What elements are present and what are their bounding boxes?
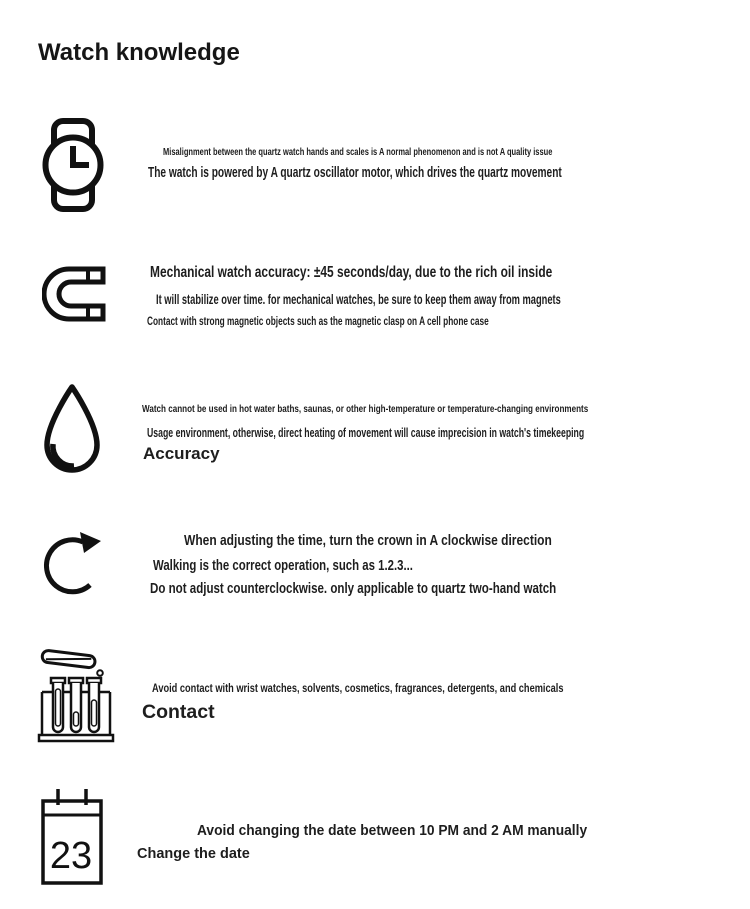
section-heading: Accuracy [143, 444, 220, 463]
text-line: Change the date [137, 846, 250, 862]
calendar-icon [40, 788, 104, 885]
text-line: Avoid changing the date between 10 PM and 2 AM manually [197, 823, 588, 839]
clockwise-arrow-icon [42, 528, 104, 601]
text-line: The watch is powered by A quartz oscillator motor, which drives the quartz movement [148, 165, 562, 181]
note-line: Contact with strong magnetic objects such as the magnetic clasp on A cell phone case [147, 316, 489, 328]
text-line: Walking is the correct operation, such as 1.2.3... [153, 557, 413, 574]
test-tubes-icon [36, 648, 116, 745]
note-line: Misalignment between the quartz watch hands and scales is A normal phenomenon and is not A quality issue [163, 147, 553, 158]
section-heading: Contact [142, 701, 215, 723]
section-heading: Mechanical watch accuracy: ±45 seconds/day, due to the rich oil inside [150, 264, 553, 281]
note-line: Watch cannot be used in hot water baths, saunas, or other high-temperature or temperature-changing environments [142, 403, 589, 415]
page-title: Watch knowledge [38, 39, 240, 66]
note-line: Avoid contact with wrist watches, solvents, cosmetics, fragrances, detergents, and chemicals [152, 681, 564, 695]
calendar-day: 23 [49, 835, 93, 877]
magnet-icon [42, 266, 106, 322]
water-drop-icon [39, 382, 105, 478]
text-line: It will stabilize over time. for mechanical watches, be sure to keep them away from magnets [156, 292, 561, 307]
text-line: Usage environment, otherwise, direct heating of movement will cause imprecision in watch's timekeeping [147, 425, 585, 440]
text-line: When adjusting the time, turn the crown in A clockwise direction [184, 532, 552, 549]
text-line: Do not adjust counterclockwise. only applicable to quartz two-hand watch [150, 580, 557, 597]
wristwatch-icon [42, 118, 104, 212]
